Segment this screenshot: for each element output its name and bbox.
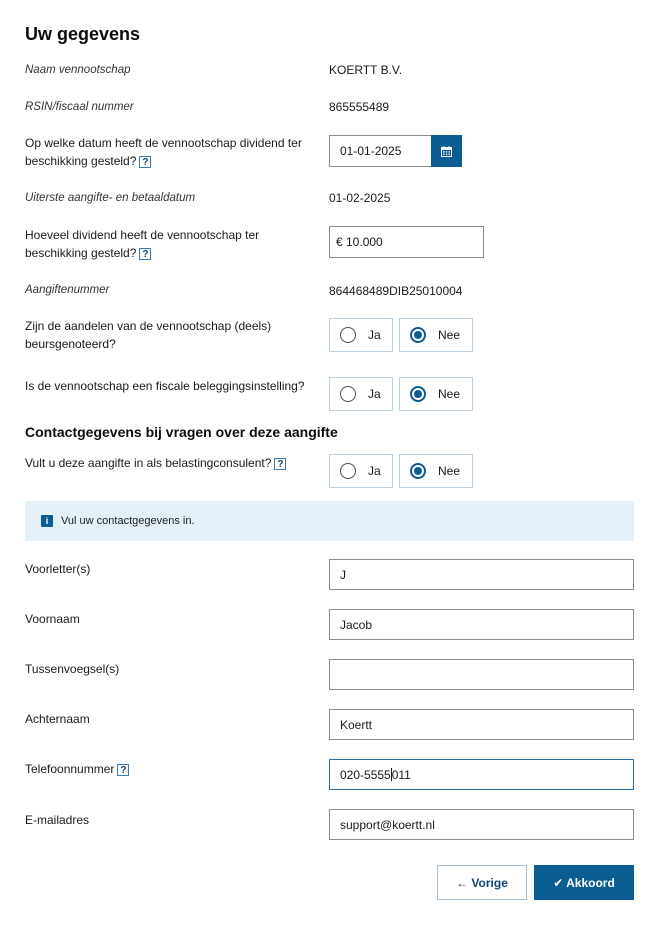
listed-label: Zijn de aandelen van de vennootschap (deels) beursgenoteerd? xyxy=(25,319,272,351)
radio-button-yes[interactable] xyxy=(340,463,356,479)
page-title: Uw gegevens xyxy=(25,24,141,44)
first-name-label: Voornaam xyxy=(25,612,80,626)
consultant-no-label: Nee xyxy=(438,464,461,478)
radio-button-no-selected[interactable] xyxy=(410,327,426,343)
consultant-label xyxy=(25,454,320,472)
fbi-yes-label: Ja xyxy=(368,387,381,401)
help-icon[interactable]: ? xyxy=(139,248,151,260)
infix-label: Tussenvoegsel(s) xyxy=(25,662,120,676)
email-input[interactable] xyxy=(329,809,634,840)
submit-button[interactable]: ✔ Akkoord xyxy=(534,865,634,900)
phone-value-after-caret: 011 xyxy=(391,767,411,782)
phone-label xyxy=(25,760,129,778)
consultant-yes-label: Ja xyxy=(368,464,381,478)
calendar-button[interactable] xyxy=(431,135,462,167)
company-name-label: Naam vennootschap xyxy=(25,64,131,76)
dividend-amount-label xyxy=(25,226,317,262)
dividend-amount-value: € 10.000 xyxy=(336,235,383,249)
fbi-label: Is de vennootschap een fiscale beleggingsinstelling? xyxy=(25,379,305,393)
email-label: E-mailadres xyxy=(25,813,90,827)
help-icon[interactable]: ? xyxy=(274,458,286,470)
dividend-date-label xyxy=(25,134,315,170)
last-name-value: Koertt xyxy=(340,717,373,732)
radio-button-yes[interactable] xyxy=(340,386,356,402)
dividend-amount-label-text: Hoeveel dividend heeft de vennootschap ter beschikking gesteld? xyxy=(25,228,260,260)
back-button[interactable]: ← Vorige xyxy=(437,865,527,900)
first-name-input[interactable] xyxy=(329,609,634,640)
radio-button-no-selected[interactable] xyxy=(410,386,426,402)
help-icon[interactable]: ? xyxy=(139,156,151,168)
radio-button-yes[interactable] xyxy=(340,327,356,343)
return-number-value: 864468489DIB25010004 xyxy=(329,284,463,298)
help-icon[interactable]: ? xyxy=(117,764,129,776)
phone-value-before-caret: 020-5555 xyxy=(340,767,391,782)
contact-section-title: Contactgegevens bij vragen over deze aangifte xyxy=(25,424,338,440)
last-name-label: Achternaam xyxy=(25,712,90,726)
fbi-no-option[interactable] xyxy=(399,377,473,411)
infix-input[interactable] xyxy=(329,659,634,690)
calendar-icon xyxy=(441,146,452,157)
consultant-label-text: Vult u deze aangifte in als belastingconsulent? xyxy=(25,456,272,470)
fbi-no-label: Nee xyxy=(438,387,461,401)
rsin-value: 865555489 xyxy=(329,100,390,114)
phone-input[interactable] xyxy=(329,759,634,790)
email-value: support@koertt.nl xyxy=(340,817,435,832)
initials-label: Voorletter(s) xyxy=(25,562,91,576)
consultant-no-option[interactable] xyxy=(399,454,473,488)
deadline-value: 01-02-2025 xyxy=(329,191,391,205)
company-name-value: KOERTT B.V. xyxy=(329,63,403,77)
initials-input[interactable] xyxy=(329,559,634,590)
info-icon: i xyxy=(41,515,53,527)
listed-yes-option[interactable] xyxy=(329,318,393,352)
dividend-amount-input[interactable] xyxy=(329,226,484,258)
info-banner xyxy=(25,501,634,541)
last-name-input[interactable] xyxy=(329,709,634,740)
phone-label-text: Telefoonnummer xyxy=(25,762,115,776)
dividend-date-input[interactable] xyxy=(329,135,432,167)
info-text: Vul uw contactgegevens in. xyxy=(61,515,195,527)
listed-yes-label: Ja xyxy=(368,328,381,342)
listed-no-label: Nee xyxy=(438,328,461,342)
radio-button-no-selected[interactable] xyxy=(410,463,426,479)
rsin-label: RSIN/fiscaal nummer xyxy=(25,101,134,113)
fbi-yes-option[interactable] xyxy=(329,377,393,411)
listed-no-option[interactable] xyxy=(399,318,473,352)
deadline-label: Uiterste aangifte- en betaaldatum xyxy=(25,192,196,204)
return-number-label: Aangiftenummer xyxy=(25,284,110,296)
initials-value: J xyxy=(340,567,346,582)
dividend-date-value: 01-01-2025 xyxy=(340,144,402,158)
first-name-value: Jacob xyxy=(340,617,373,632)
dividend-date-label-text: Op welke datum heeft de vennootschap dividend ter beschikking gesteld? xyxy=(25,136,302,168)
consultant-yes-option[interactable] xyxy=(329,454,393,488)
